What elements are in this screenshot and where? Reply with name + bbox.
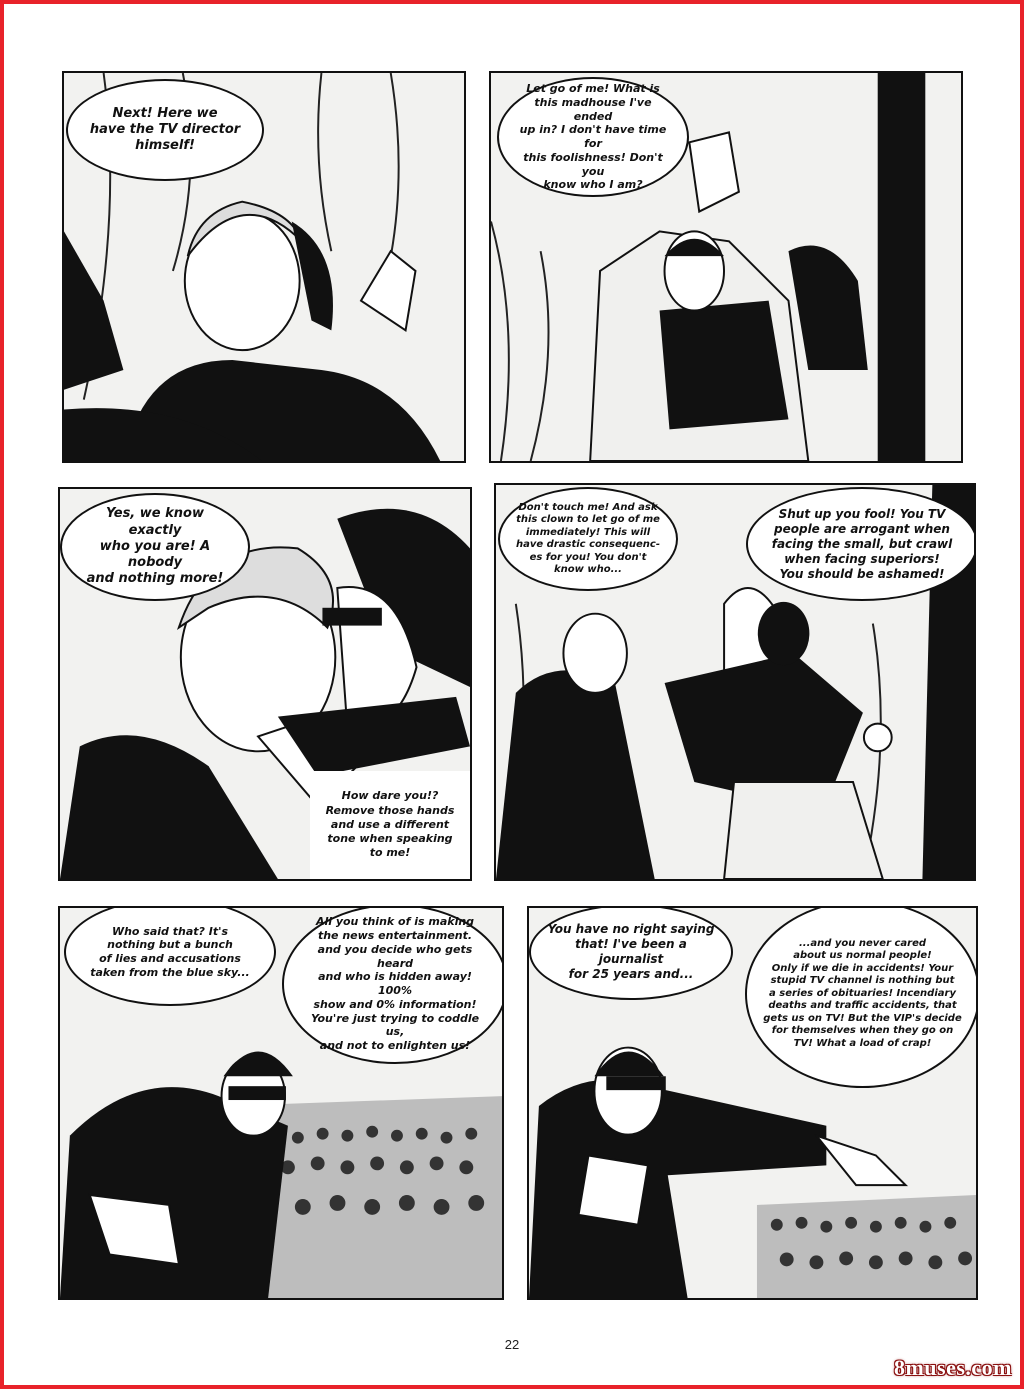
speech-text: ...and you never cared about us normal people! Only if we die in accidents! Your stupid TV channel is nothing but a series of obituaries! Incendiary deaths and traffic accidents, that gets us on TV! But the VIP's decide for themselves when they go on TV! What a load of crap! [763,937,962,1049]
speech-text: Shut up you fool! You TV people are arrogant when facing the small, but crawl when facing superiors! You should be ashamed! [771,506,953,581]
watermark-text: 8muses.com [893,1355,1012,1380]
speech-text: Let go of me! What is this madhouse I've ended up in? I don't have time for this foolishness! Don't you know who I am? [519,82,667,192]
comic-panel-5 [58,906,504,1300]
speech-bubble [497,77,689,197]
comic-panel-2 [489,71,963,463]
speech-bubble [66,79,264,181]
speech-text: Don't touch me! And ask this clown to let go of me immediately! This will have drastic consequenc- es for you! You don't know who... [516,501,660,575]
speech-text: Yes, we know exactly who you are! A nobody and nothing more! [86,506,224,587]
speech-bubble [498,487,678,591]
page-number: 22 [504,1337,520,1352]
speech-text: Who said that? It's nothing but a bunch of lies and accusations taken from the blue sky... [90,924,250,979]
comic-panel-1 [62,71,466,463]
speech-text: You have no right saying that! I've been a journalist for 25 years and... [547,922,715,981]
speech-text: All you think of is making the news entertainment. and you decide who gets heard and who is hidden away! 100% show and 0% information! You're just trying to coddle us, and not to enlighten us! [310,915,480,1052]
comic-panel-6 [527,906,978,1300]
speech-bubble [745,906,978,1088]
speech-box [310,771,470,879]
speech-bubble [60,493,250,601]
speech-text: Next! Here we have the TV director himself! [89,105,241,154]
speech-text: How dare you!? Remove those hands and use a different tone when speaking to me! [325,789,455,860]
speech-bubble [746,487,976,601]
comic-panel-4 [494,483,976,881]
speech-bubble [529,906,733,1000]
comic-panel-3 [58,487,472,881]
speech-bubble [282,906,504,1064]
